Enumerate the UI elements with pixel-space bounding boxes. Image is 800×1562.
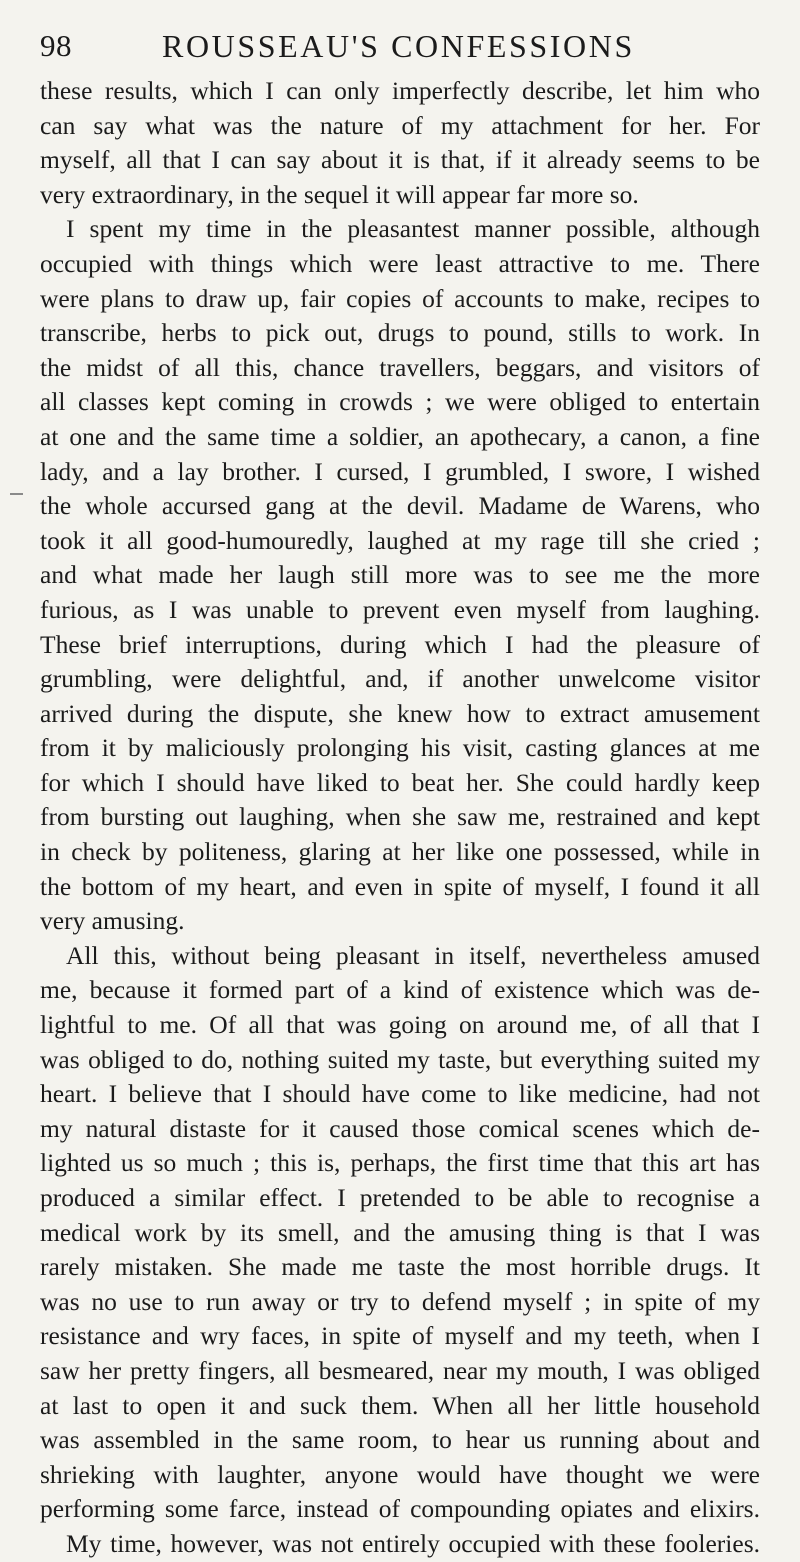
text-line: from it by maliciously prolonging his visit, casting glances at me — [40, 733, 760, 763]
text-line: and what made her laugh still more was to see me the more — [40, 560, 760, 590]
text-line: rarely mistaken. She made me taste the most horrible drugs. It — [40, 1252, 760, 1282]
text-line: took it all good-humouredly, laughed at my rage till she cried ; — [40, 525, 760, 555]
text-line: can say what was the nature of my attachment for her. For — [40, 110, 760, 140]
text-line: arrived during the dispute, she knew how to extract amusement — [40, 698, 760, 728]
text-line: very amusing. — [40, 906, 185, 936]
running-title: ROUSSEAU'S CONFESSIONS — [162, 28, 635, 64]
text-line: at one and the same time a soldier, an apothecary, a canon, a fine — [40, 421, 760, 451]
text-line: was no use to run away or try to defend myself ; in spite of my — [40, 1286, 760, 1316]
text-line: grumbling, were delightful, and, if another unwelcome visitor — [40, 664, 760, 694]
text-line: produced a similar effect. I pretended to be able to recognise a — [40, 1183, 760, 1212]
text-line: me, because it formed part of a kind of existence which was de- — [40, 975, 760, 1005]
text-line: occupied with things which were least attractive to me. There — [40, 248, 760, 278]
text-line: lady, and a lay brother. I cursed, I grumbled, I swore, I wished — [40, 456, 760, 486]
text-line: performing some farce, instead of compounding opiates and elixirs. — [40, 1494, 760, 1524]
text-line: my natural distaste for it caused those comical scenes which de- — [40, 1113, 760, 1143]
text-line: shrieking with laughter, anyone would have thought we were — [40, 1459, 760, 1489]
text-line: All this, without being pleasant in itself, nevertheless amused — [66, 940, 760, 970]
running-head — [40, 26, 760, 70]
text-line: saw her pretty fingers, all besmeared, near my mouth, I was obliged — [40, 1355, 760, 1385]
text-line: I spent my time in the pleasantest manner possible, although — [66, 214, 760, 244]
text-line: the midst of all this, chance travellers, beggars, and visitors of — [40, 352, 760, 382]
text-line: from bursting out laughing, when she saw me, restrained and kept — [40, 802, 760, 832]
margin-mark — [10, 493, 23, 495]
text-line: very extraordinary, in the sequel it will appear far more so. — [40, 179, 639, 209]
body-text — [40, 74, 760, 1562]
text-line: in check by politeness, glaring at her like one possessed, while in — [40, 837, 760, 867]
text-line: My time, however, was not entirely occupied with these fooleries. — [66, 1528, 760, 1558]
text-line: for which I should have liked to beat her. She could hardly keep — [40, 767, 760, 797]
text-line: These brief interruptions, during which I had the pleasure of — [40, 629, 760, 659]
text-line: was obliged to do, nothing suited my taste, but everything suited my — [40, 1044, 760, 1074]
text-line: at last to open it and suck them. When all her little household — [40, 1390, 760, 1420]
text-line: myself, all that I can say about it is that, if it already seems to be — [40, 145, 760, 175]
text-line: were plans to draw up, fair copies of accounts to make, recipes to — [40, 283, 760, 313]
text-line: resistance and wry faces, in spite of myself and my teeth, when I — [40, 1321, 760, 1351]
text-line: transcribe, herbs to pick out, drugs to pound, stills to work. In — [40, 318, 760, 348]
text-line: all classes kept coming in crowds ; we were obliged to entertain — [40, 387, 760, 417]
text-line: heart. I believe that I should have come to like medicine, had not — [40, 1079, 760, 1109]
text-line: these results, which I can only imperfectly describe, let him who — [40, 76, 760, 105]
text-line: the whole accursed gang at the devil. Madame de Warens, who — [40, 491, 760, 521]
text-line: furious, as I was unable to prevent even myself from laughing. — [40, 594, 760, 624]
text-line: medical work by its smell, and the amusing thing is that I was — [40, 1217, 760, 1247]
text-line: lightful to me. Of all that was going on around me, of all that I — [40, 1010, 760, 1040]
text-line: the bottom of my heart, and even in spite of myself, I found it all — [40, 871, 760, 901]
text-line: lighted us so much ; this is, perhaps, the first time that this art has — [40, 1148, 760, 1178]
page-number: 98 — [40, 28, 72, 63]
text-line: was assembled in the same room, to hear us running about and — [40, 1425, 760, 1455]
